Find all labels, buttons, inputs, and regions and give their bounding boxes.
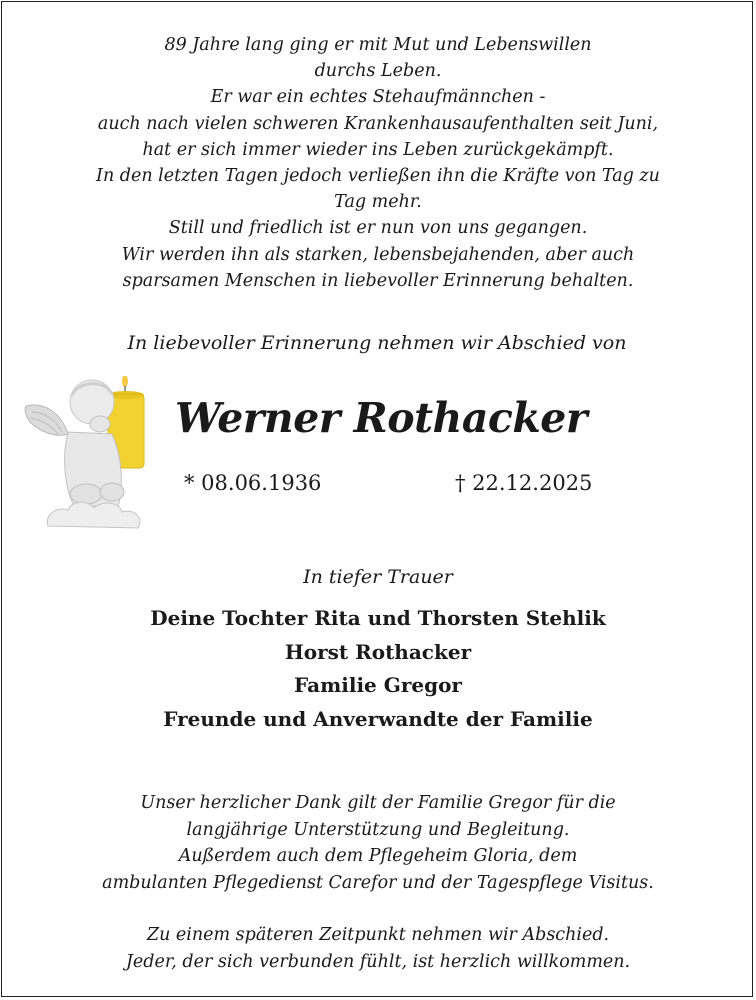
angel-candle-image bbox=[22, 376, 148, 532]
closing-line: Jeder, der sich verbunden fühlt, ist herzlich willkommen. bbox=[125, 951, 631, 972]
thanks-line: Unser herzlicher Dank gilt der Familie Gregor für die bbox=[140, 793, 616, 813]
farewell-line: In liebevoller Erinnerung nehmen wir Abschied von bbox=[127, 332, 627, 354]
intro-line: Tag mehr. bbox=[334, 192, 422, 213]
intro-line: durchs Leben. bbox=[314, 61, 442, 82]
intro-line: hat er sich immer wieder ins Leben zurückgekämpft. bbox=[142, 139, 614, 160]
mourner-line: Horst Rothacker bbox=[284, 639, 472, 664]
mourner-line: Deine Tochter Rita und Thorsten Stehlik bbox=[150, 606, 606, 630]
death-date: † 22.12.2025 bbox=[455, 471, 593, 495]
mourner-line: Freunde und Anverwandte der Familie bbox=[163, 706, 593, 731]
closing-line: Zu einem späteren Zeitpunkt nehmen wir Abschied. bbox=[146, 925, 610, 945]
intro-line: Wir werden ihn als starken, lebensbejahenden, aber auch bbox=[121, 244, 635, 265]
mourners-list bbox=[0, 602, 756, 736]
intro-line: Er war ein echtes Stehaufmännchen - bbox=[210, 87, 546, 108]
intro-line: Still und friedlich ist er nun von uns gegangen. bbox=[168, 218, 588, 239]
intro-text bbox=[0, 32, 756, 294]
mourner-line: Familie Gregor bbox=[294, 673, 462, 697]
intro-line: 89 Jahre lang ging er mit Mut und Lebenswillen bbox=[164, 35, 592, 55]
closing-text bbox=[0, 922, 756, 975]
intro-line: auch nach vielen schweren Krankenhausaufenthalten seit Juni, bbox=[97, 113, 659, 134]
deceased-name: Werner Rothacker bbox=[175, 394, 587, 442]
intro-line: In den letzten Tagen jedoch verließen ihn die Kräfte von Tag zu bbox=[96, 166, 660, 187]
thanks-line: Außerdem auch dem Pflegeheim Gloria, dem bbox=[178, 846, 578, 866]
intro-line: sparsamen Menschen in liebevoller Erinnerung behalten. bbox=[122, 270, 634, 291]
thanks-text bbox=[0, 790, 756, 896]
mourning-heading: In tiefer Trauer bbox=[303, 566, 453, 588]
birth-date: * 08.06.1936 bbox=[184, 471, 322, 495]
thanks-line: ambulanten Pflegedienst Carefor und der Tagespflege Visitus. bbox=[102, 872, 654, 893]
thanks-line: langjährige Unterstützung und Begleitung. bbox=[186, 819, 570, 840]
